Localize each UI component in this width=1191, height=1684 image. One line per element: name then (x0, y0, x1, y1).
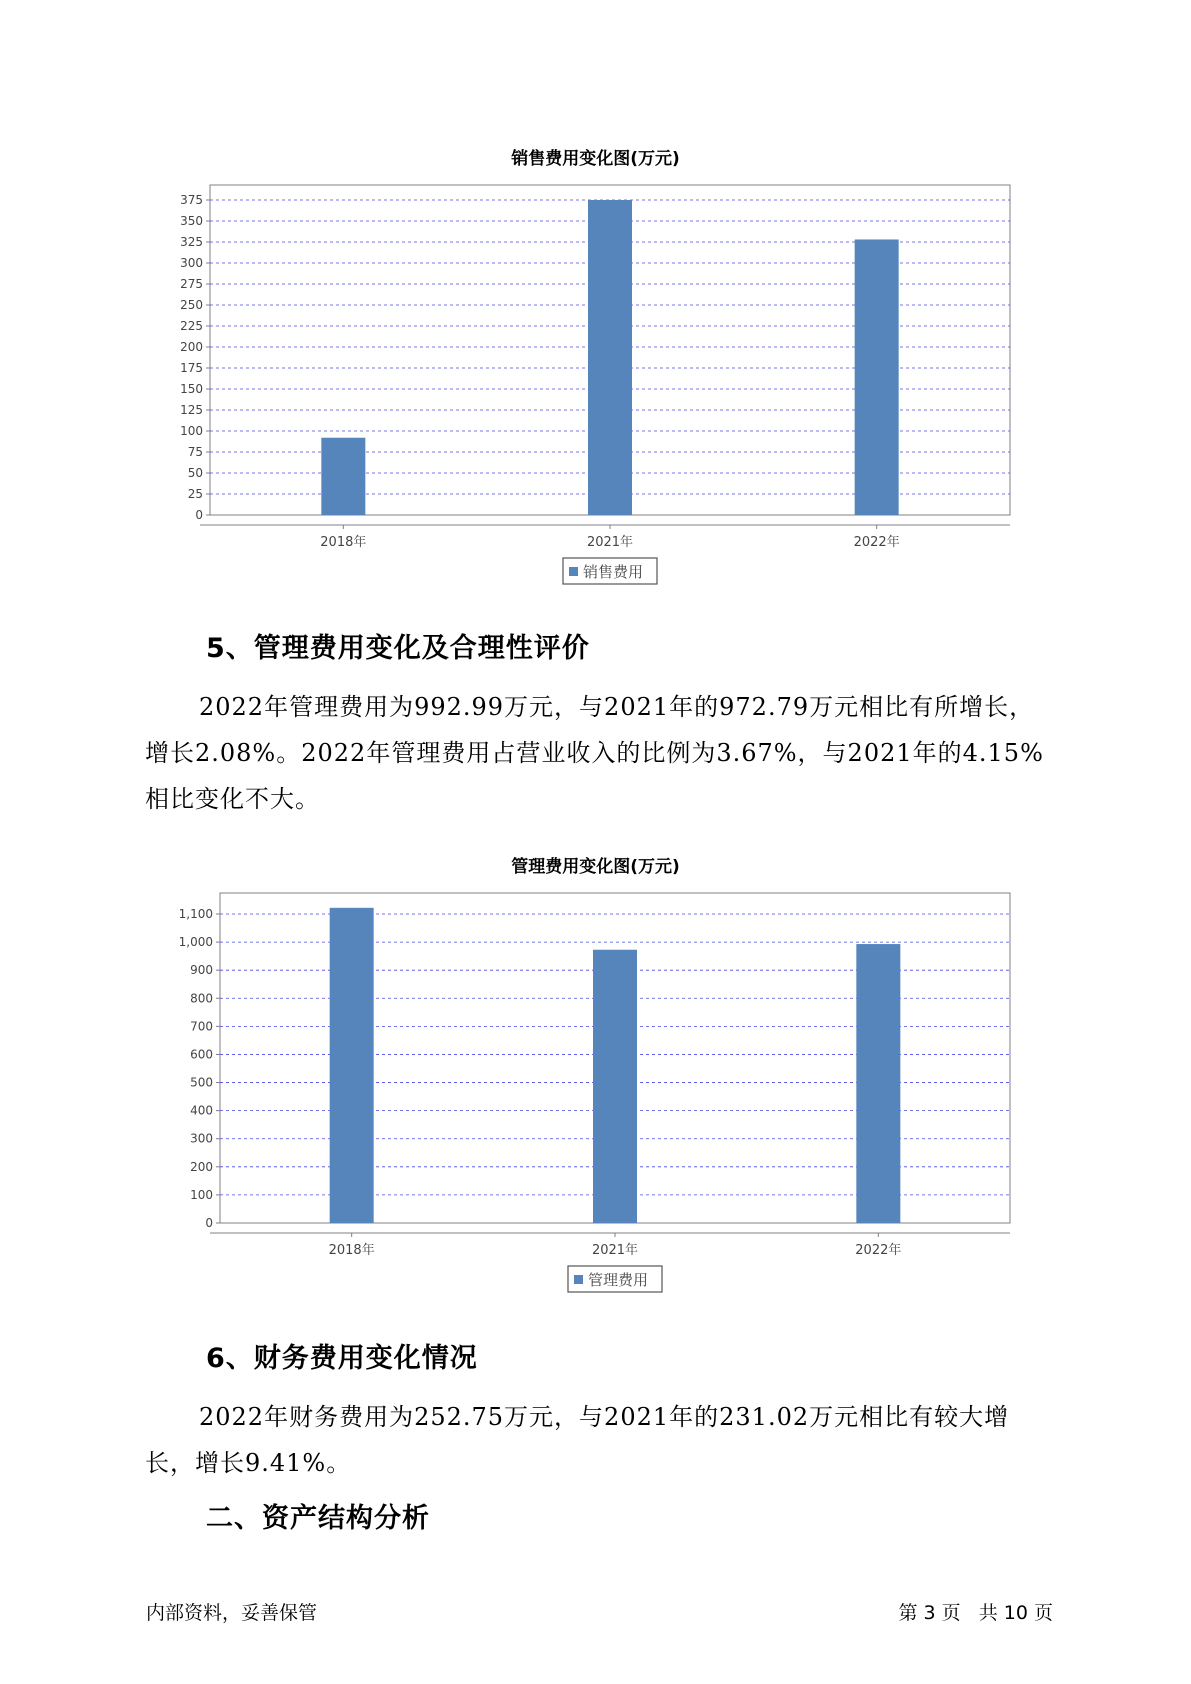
legend-label: 管理费用 (588, 1271, 649, 1289)
sales-chart-title: 销售费用变化图(万元) (511, 149, 680, 169)
section-heading-finance-expenses: 6、财务费用变化情况 (206, 1343, 478, 1374)
footer-page-number: 第 3 页 共 10 页 (898, 1602, 1053, 1624)
y-tick-label: 600 (190, 1047, 213, 1062)
section-heading-admin-expenses: 5、管理费用变化及合理性评价 (206, 633, 590, 664)
x-tick-label: 2021年 (586, 535, 634, 550)
y-tick-label: 0 (205, 1216, 213, 1230)
y-tick-label: 225 (180, 319, 203, 333)
admin-expenses-paragraph: 2022年管理费用为992.99万元，与2021年的972.79万元相比有所增长，增长2.08%。2022年管理费用占营业收入的比例为3.67%，与2021年的4.15%相比变化不大。 (145, 693, 1044, 813)
x-tick-label: 2018年 (328, 1243, 375, 1258)
y-tick-label: 50 (187, 466, 203, 480)
finance-expenses-paragraph: 2022年财务费用为252.75万元，与2021年的231.02万元相比有较大增长，增长9.41%。 (145, 1403, 1010, 1477)
y-tick-label: 300 (190, 1131, 213, 1146)
y-tick-label: 300 (180, 256, 203, 270)
y-tick-label: 100 (180, 424, 203, 438)
y-tick-label: 200 (180, 340, 203, 354)
x-tick-label: 2022年 (855, 1243, 902, 1258)
y-tick-label: 700 (190, 1019, 213, 1034)
y-tick-label: 175 (180, 361, 203, 375)
y-tick-label: 125 (180, 403, 203, 417)
y-tick-label: 150 (180, 382, 203, 396)
x-tick-label: 2018年 (320, 535, 367, 550)
chart-legend (568, 1266, 662, 1292)
section-heading-asset-structure: 二、资产结构分析 (206, 1503, 430, 1534)
y-tick-label: 375 (180, 193, 203, 207)
legend-label: 销售费用 (583, 563, 644, 581)
legend-swatch (574, 1275, 583, 1284)
x-tick-label: 2021年 (591, 1243, 639, 1258)
y-tick-label: 1,000 (178, 935, 213, 950)
y-tick-label: 500 (190, 1075, 213, 1090)
y-tick-label: 275 (180, 277, 203, 291)
y-tick-label: 0 (195, 508, 203, 522)
bar-2021年 (593, 950, 637, 1223)
y-tick-label: 200 (190, 1159, 213, 1174)
bar-2018年 (330, 908, 374, 1223)
y-tick-label: 900 (190, 963, 213, 978)
y-tick-label: 250 (180, 298, 203, 312)
bar-2022年 (856, 944, 900, 1223)
y-tick-label: 800 (190, 991, 213, 1006)
footer-confidential-note: 内部资料，妥善保管 (146, 1602, 318, 1624)
y-tick-label: 25 (187, 487, 203, 501)
y-tick-label: 100 (190, 1187, 213, 1202)
y-tick-label: 350 (180, 214, 203, 228)
y-tick-label: 1,100 (178, 907, 213, 921)
x-tick-label: 2022年 (853, 535, 900, 550)
y-tick-label: 400 (190, 1103, 213, 1118)
y-tick-label: 325 (180, 235, 203, 249)
admin-chart-title: 管理费用变化图(万元) (511, 857, 680, 877)
y-tick-label: 75 (187, 445, 203, 459)
